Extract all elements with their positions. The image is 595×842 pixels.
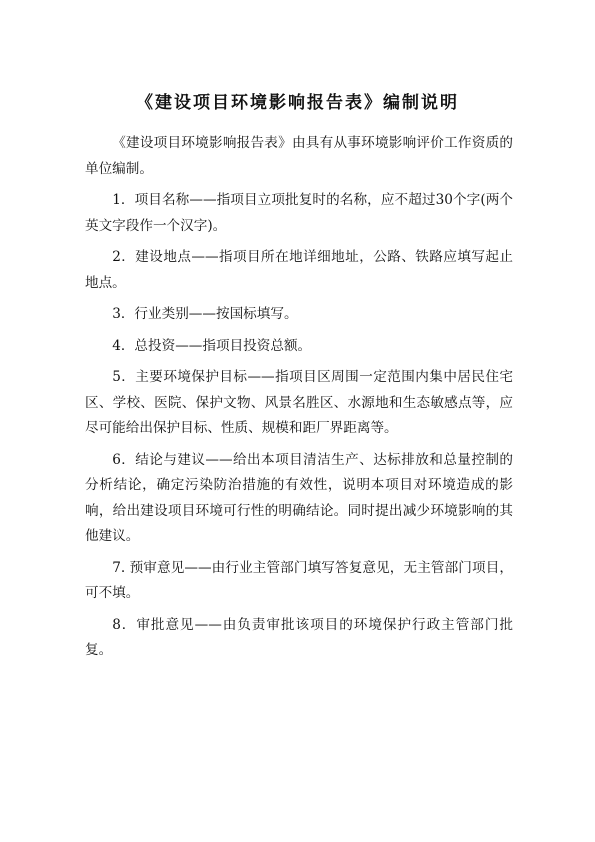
item-protection-targets: 5．主要环境保护目标——指项目区周围一定范围内集中居民住宅区、学校、医院、保护文物、风景名胜区、水源地和生态敏感点等，应尽可能给出保护目标、性质、规模和距厂界距离等。 <box>85 369 513 436</box>
item-construction-site: 2．建设地点——指项目所在地详细地址，公路、铁路应填写起止地点。 <box>85 249 513 291</box>
item-conclusion-suggestion: 6．结论与建议——给出本项目清洁生产、达标排放和总量控制的分析结论，确定污染防治措施的有效性，说明本项目对环境造成的影响，给出建设项目环境可行性的明确结论。同时提出减少环境影响的其他建议。 <box>85 451 513 544</box>
item-industry-category: 3．行业类别——按国标填写。 <box>112 306 298 322</box>
intro-paragraph: 《建设项目环境影响报告表》由具有从事环境影响评价工作资质的单位编制。 <box>85 135 513 177</box>
item-project-name: 1．项目名称——指项目立项批复时的名称，应不超过30个字(两个英文字段作一个汉字)。 <box>85 192 513 234</box>
item-approval-opinion: 8．审批意见——由负责审批该项目的环境保护行政主管部门批复。 <box>85 616 513 658</box>
document-body <box>85 131 513 670</box>
item-total-investment: 4．总投资——指项目投资总额。 <box>112 337 312 354</box>
item-preliminary-review: 7. 预审意见——由行业主管部门填写答复意见，无主管部门项目，可不填。 <box>85 559 513 601</box>
document-title: 《建设项目环境影响报告表》编制说明 <box>136 93 459 113</box>
